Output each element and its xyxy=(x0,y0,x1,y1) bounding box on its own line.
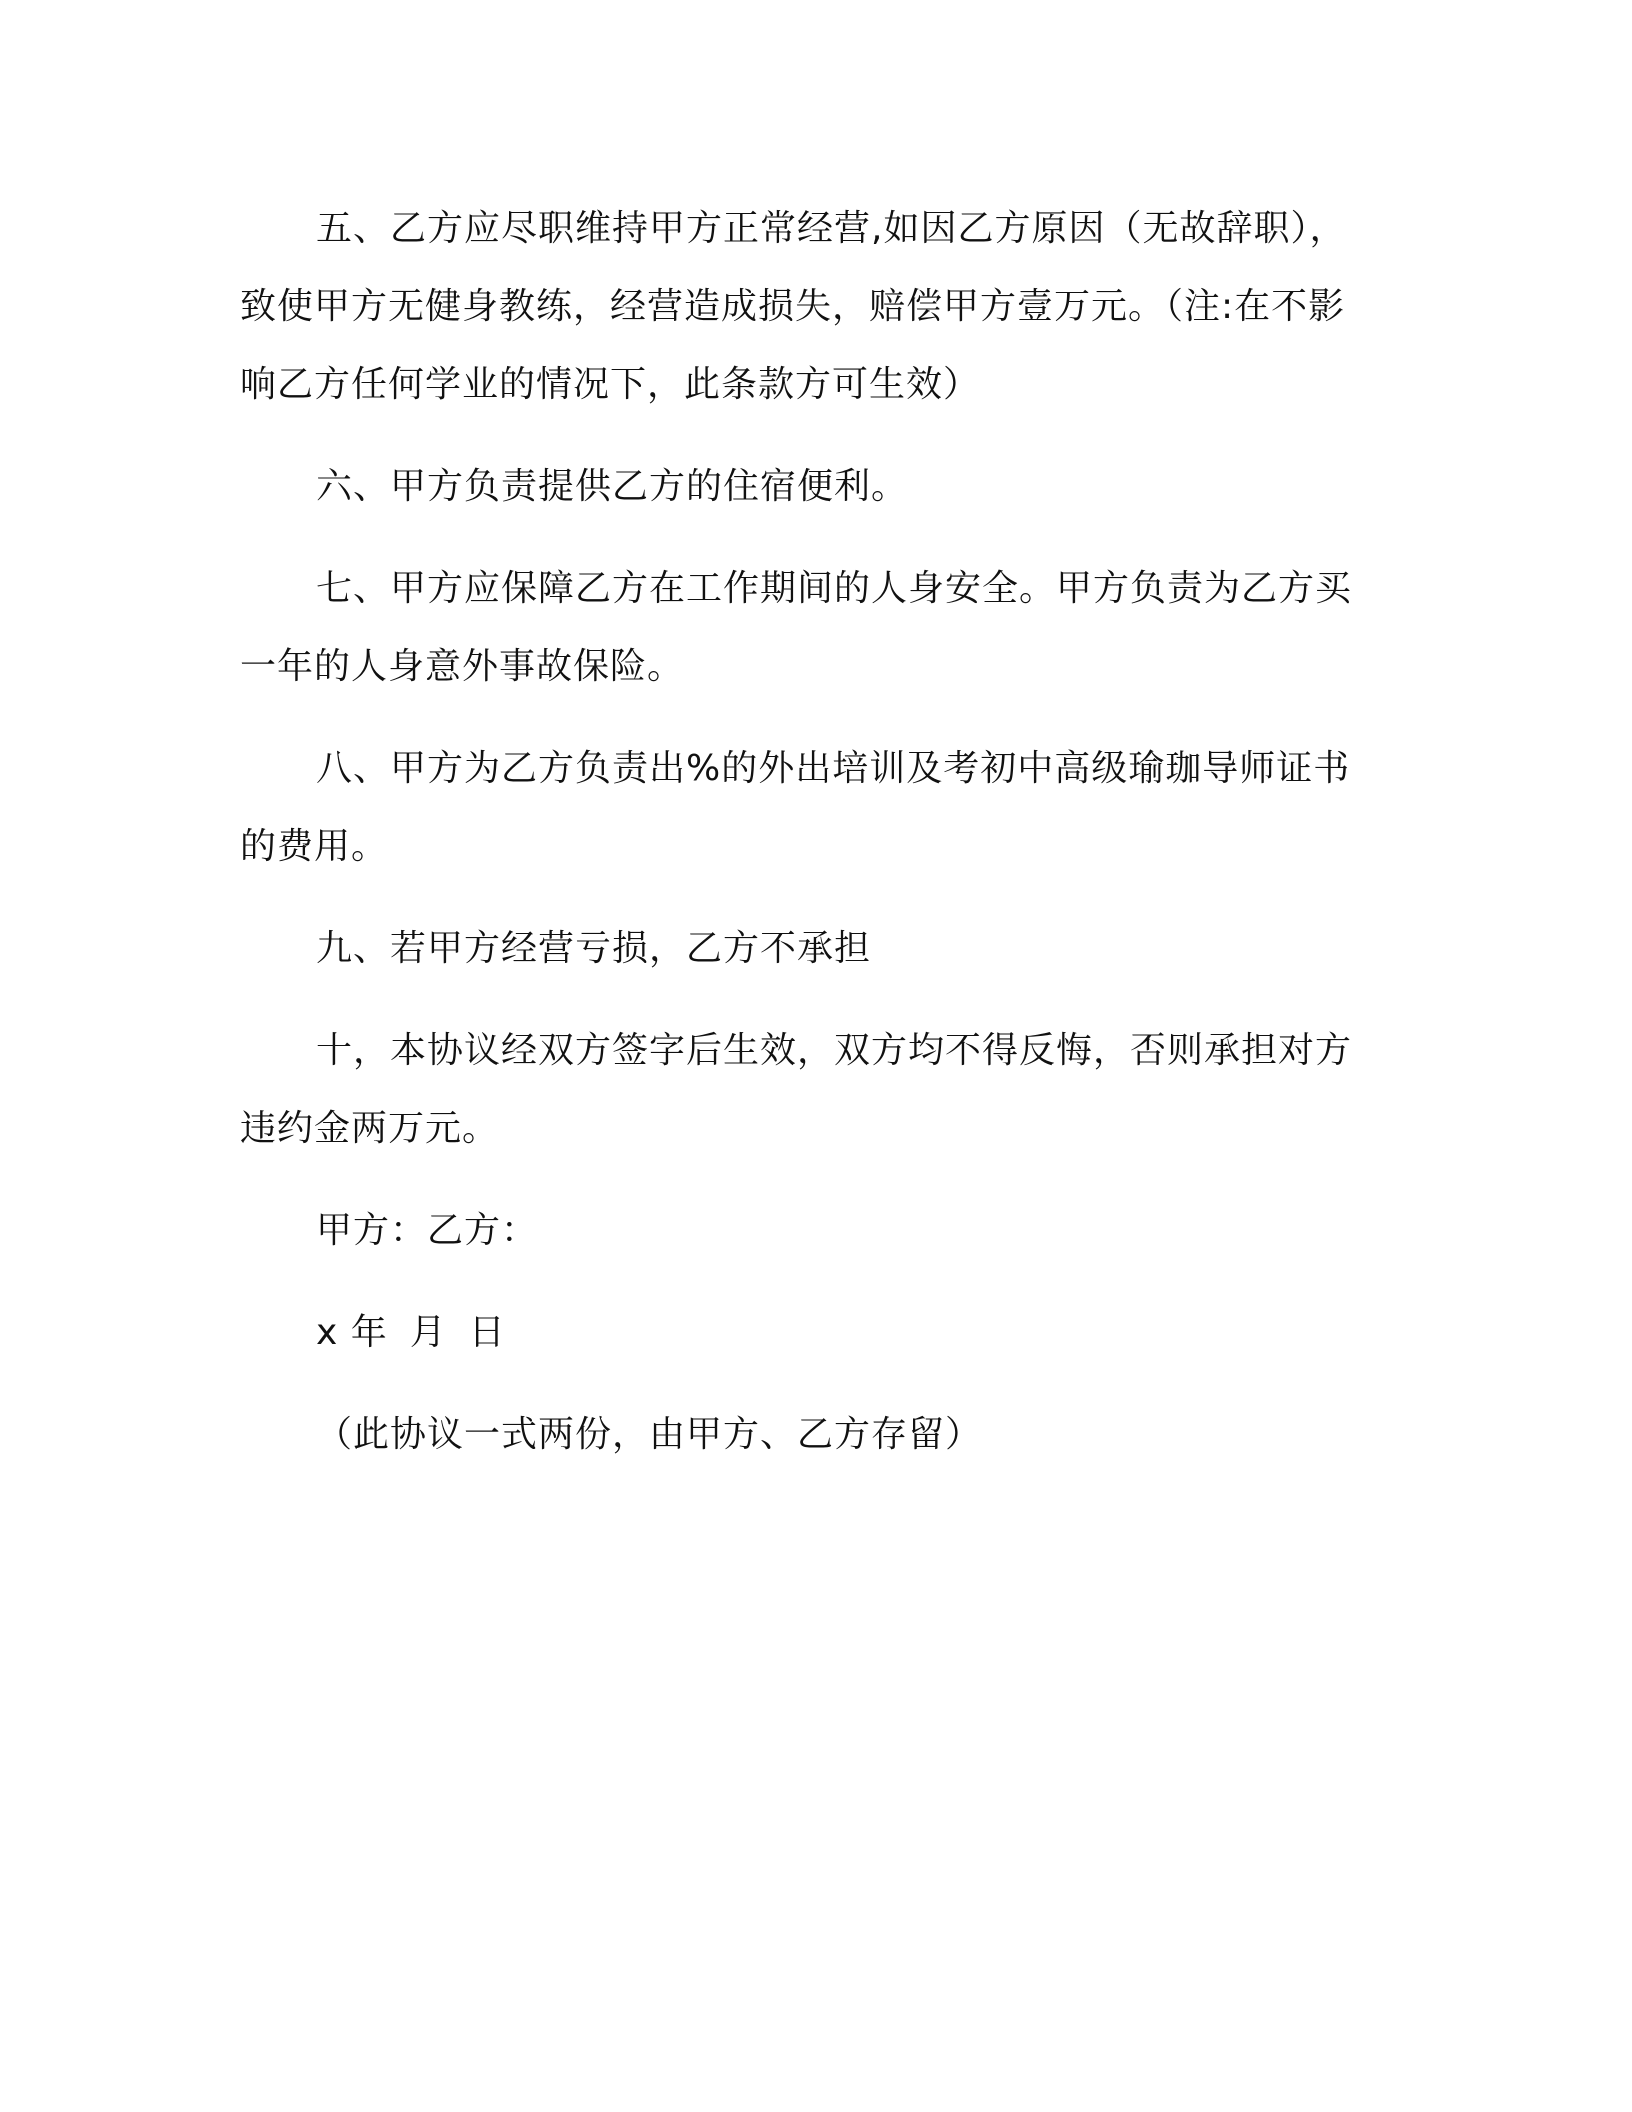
clause-9: 九、若甲方经营亏损，乙方不承担 xyxy=(316,928,872,969)
date-month: 月 xyxy=(409,1312,447,1353)
date-year: x 年 xyxy=(316,1312,388,1353)
document-body xyxy=(240,190,1375,1474)
clause-6: 六、甲方负责提供乙方的住宿便利。 xyxy=(316,466,909,507)
copies-note: （此协议一式两份，由甲方、乙方存留） xyxy=(316,1414,983,1455)
clause-7: 七、甲方应保障乙方在工作期间的人身安全。甲方负责为乙方买一年的人身意外事故保险。 xyxy=(240,568,1353,687)
date-line xyxy=(240,1294,1375,1372)
date-day: 日 xyxy=(468,1312,506,1353)
clause-8: 八、甲方为乙方负责出%的外出培训及考初中高级瑜珈导师证书的费用。 xyxy=(240,748,1351,867)
clause-5: 五、乙方应尽职维持甲方正常经营,如因乙方原因（无故辞职），致使甲方无健身教练，经营造成损失，赔偿甲方壹万元。（注:在不影响乙方任何学业的情况下，此条款方可生效） xyxy=(240,208,1347,405)
signature-line: 甲方：乙方： xyxy=(316,1210,539,1251)
clause-10: 十，本协议经双方签字后生效，双方均不得反悔，否则承担对方违约金两万元。 xyxy=(240,1030,1353,1149)
